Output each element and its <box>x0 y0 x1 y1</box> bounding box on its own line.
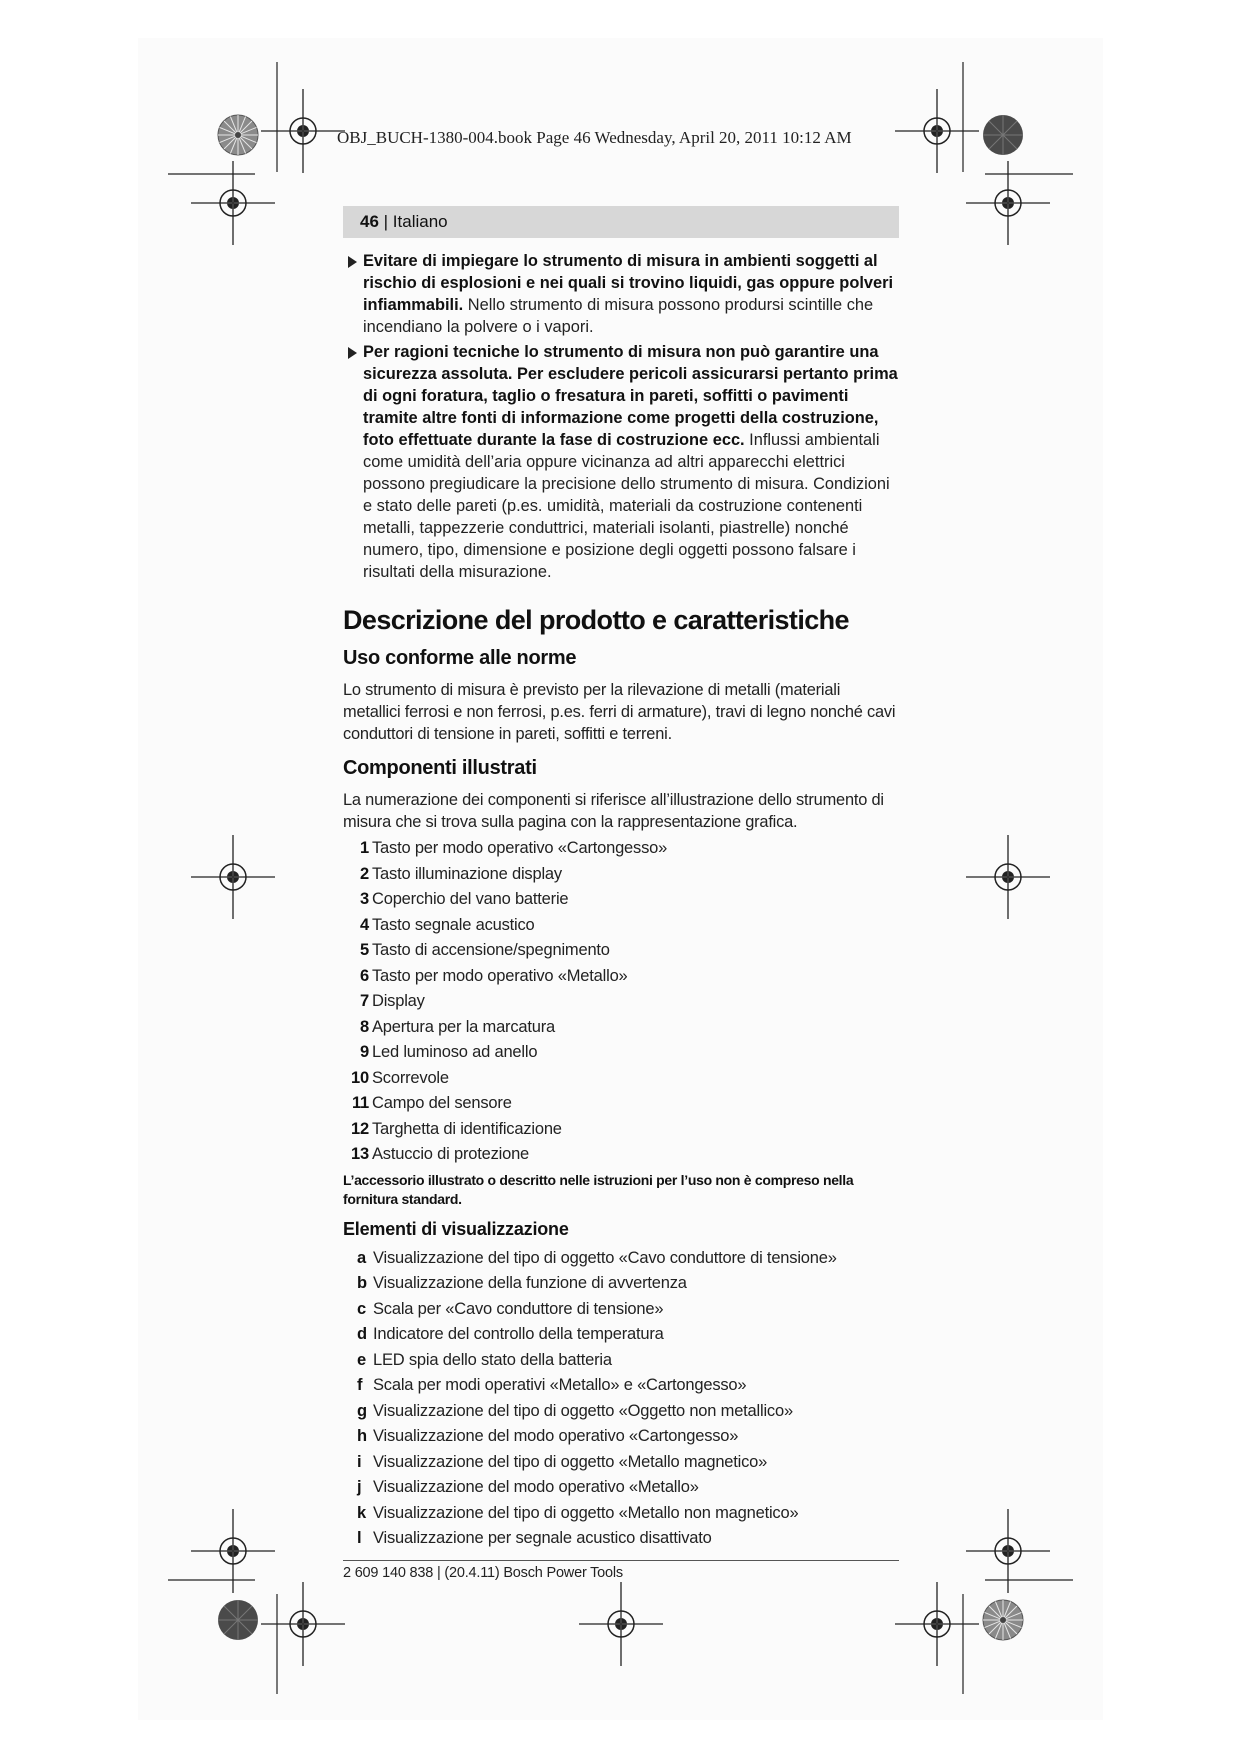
intended-use-text: Lo strumento di misura è previsto per la rilevazione di metalli (materiali metallici ferrosi e non ferrosi, p.es. ferri di armature), travi di legno nonché cavi conduttori di tensione in pareti, soffitti e terreni. <box>343 681 896 743</box>
item-label: Indicatore del controllo della temperatura <box>373 1325 664 1343</box>
display-elements-list <box>343 1246 899 1552</box>
item-letter: b <box>357 1274 367 1292</box>
page-footer: 2 609 140 838 | (20.4.11) Bosch Power Tools <box>343 1564 623 1581</box>
warning-explosive-environment <box>343 250 899 338</box>
list-item <box>343 1040 899 1066</box>
list-item <box>343 1117 899 1143</box>
list-item <box>343 964 899 990</box>
item-number: 12 <box>351 1119 369 1138</box>
item-letter: a <box>357 1248 366 1267</box>
list-item <box>343 1066 899 1092</box>
item-number: 1 <box>360 839 369 857</box>
page-number: 46 <box>360 212 379 231</box>
item-label: Tasto illuminazione display <box>372 864 562 883</box>
item-label: Tasto segnale acustico <box>372 915 535 934</box>
list-item <box>343 1015 899 1041</box>
warning-bold-text: Evitare di impiegare lo strumento di misura in ambienti soggetti al rischio di esplosioni e nei quali si trovino liquidi, gas oppure polveri infiammabili. <box>363 252 894 314</box>
list-item <box>343 887 899 913</box>
item-label: Campo del sensore <box>372 1094 512 1112</box>
item-label: LED spia dello stato della batteria <box>373 1350 612 1369</box>
section-title: Descrizione del prodotto e caratteristiche <box>343 605 849 635</box>
item-letter: h <box>357 1427 367 1445</box>
item-number: 5 <box>360 941 369 959</box>
page-header-band <box>343 206 899 238</box>
list-item <box>343 1501 899 1527</box>
list-item <box>343 1246 899 1272</box>
item-label: Targhetta di identificazione <box>372 1119 562 1138</box>
item-letter: l <box>357 1529 362 1547</box>
item-number: 13 <box>351 1145 369 1163</box>
list-item <box>343 938 899 964</box>
item-label: Apertura per la marcatura <box>372 1017 556 1036</box>
item-label: Tasto per modo operativo «Cartongesso» <box>372 839 668 857</box>
bullet-triangle-icon <box>348 256 357 268</box>
list-item <box>343 1373 899 1399</box>
item-label: Visualizzazione per segnale acustico disattivato <box>373 1529 712 1547</box>
item-label: Visualizzazione del modo operativo «Cartongesso» <box>373 1427 739 1445</box>
accessory-note: L’accessorio illustrato o descritto nelle istruzioni per l’uso non è compreso nella fornitura standard. <box>343 1171 854 1207</box>
item-label: Coperchio del vano batterie <box>372 890 569 908</box>
item-number: 10 <box>351 1068 369 1087</box>
warning-safety-limits <box>343 341 899 583</box>
footer-divider <box>343 1560 899 1561</box>
item-label: Display <box>372 992 425 1010</box>
components-intro: La numerazione dei componenti si riferisce all’illustrazione dello strumento di misura che si trova sulla pagina con la rappresentazione grafica. <box>343 791 884 831</box>
list-item <box>343 1475 899 1501</box>
list-item <box>343 913 899 939</box>
item-label: Visualizzazione della funzione di avvertenza <box>373 1274 687 1292</box>
list-item <box>343 836 899 862</box>
item-letter: f <box>357 1376 363 1394</box>
item-number: 7 <box>360 992 369 1010</box>
item-label: Visualizzazione del tipo di oggetto «Metallo non magnetico» <box>373 1503 799 1522</box>
list-item <box>343 1142 899 1168</box>
list-item <box>343 1526 899 1552</box>
list-item <box>343 1348 899 1374</box>
item-label: Visualizzazione del tipo di oggetto «Cavo conduttore di tensione» <box>373 1248 837 1267</box>
list-item <box>343 1399 899 1425</box>
item-label: Tasto per modo operativo «Metallo» <box>372 966 628 985</box>
list-item <box>343 1424 899 1450</box>
item-letter: k <box>357 1503 366 1522</box>
display-elements-title: Elementi di visualizzazione <box>343 1218 569 1239</box>
item-letter: d <box>357 1325 367 1343</box>
item-number: 8 <box>360 1017 369 1036</box>
item-number: 11 <box>351 1094 369 1112</box>
item-label: Astuccio di protezione <box>372 1145 530 1163</box>
components-list <box>343 836 899 1168</box>
item-letter: g <box>357 1401 367 1420</box>
list-item <box>343 1271 899 1297</box>
intended-use-title: Uso conforme alle norme <box>343 647 577 669</box>
list-item <box>343 989 899 1015</box>
item-label: Scala per modi operativi «Metallo» e «Cartongesso» <box>373 1376 747 1394</box>
list-item <box>343 1450 899 1476</box>
item-label: Visualizzazione del tipo di oggetto «Oggetto non metallico» <box>373 1401 793 1420</box>
list-item <box>343 1322 899 1348</box>
item-label: Scala per «Cavo conduttore di tensione» <box>373 1299 664 1318</box>
item-number: 4 <box>360 915 369 934</box>
page-content <box>343 206 899 1581</box>
item-number: 2 <box>360 864 369 883</box>
page-language: Italiano <box>392 212 448 231</box>
list-item <box>343 1297 899 1323</box>
warning-text: Influssi ambientali come umidità dell’aria oppure vicinanza ad altri apparecchi elettrici possono pregiudicare la precisione dello strumento di misura. Condizioni e stato delle pareti (p.es. umidità, materiali da costruzione contenenti metalli, tappezzerie conduttrici, materiali isolanti, piastrelle) nonché numero, tipo, dimensione e posizione degli oggetti possono falsare i risultati della misurazione. <box>363 431 890 581</box>
list-item <box>343 1091 899 1117</box>
item-label: Visualizzazione del tipo di oggetto «Metallo magnetico» <box>373 1452 768 1471</box>
item-letter: e <box>357 1350 366 1369</box>
item-label: Led luminoso ad anello <box>372 1043 538 1061</box>
warning-text: Nello strumento di misura possono prodursi scintille che incendiano la polvere o i vapori. <box>363 296 874 336</box>
item-letter: i <box>357 1452 362 1471</box>
item-label: Tasto di accensione/spegnimento <box>372 941 610 959</box>
item-letter: j <box>357 1478 362 1496</box>
file-header: OBJ_BUCH-1380-004.book Page 46 Wednesday, April 20, 2011 10:12 AM <box>337 128 852 147</box>
list-item <box>343 862 899 888</box>
item-letter: c <box>357 1299 366 1318</box>
item-label: Scorrevole <box>372 1068 449 1087</box>
item-label: Visualizzazione del modo operativo «Metallo» <box>373 1478 699 1496</box>
item-number: 3 <box>360 890 369 908</box>
components-title: Componenti illustrati <box>343 757 537 779</box>
page-header-separator: | <box>378 212 393 231</box>
item-number: 6 <box>360 966 369 985</box>
bullet-triangle-icon <box>348 347 357 359</box>
item-number: 9 <box>360 1043 369 1061</box>
warning-bold-text: Per ragioni tecniche lo strumento di misura non può garantire una sicurezza assoluta. Per escludere pericoli assicurarsi pertanto prima di ogni foratura, taglio o fresatura in pareti, soffitti o pavimenti tramite altre fonti di informazione come progetti della costruzione, foto effettuate durante la fase di costruzione ecc. <box>363 343 898 449</box>
